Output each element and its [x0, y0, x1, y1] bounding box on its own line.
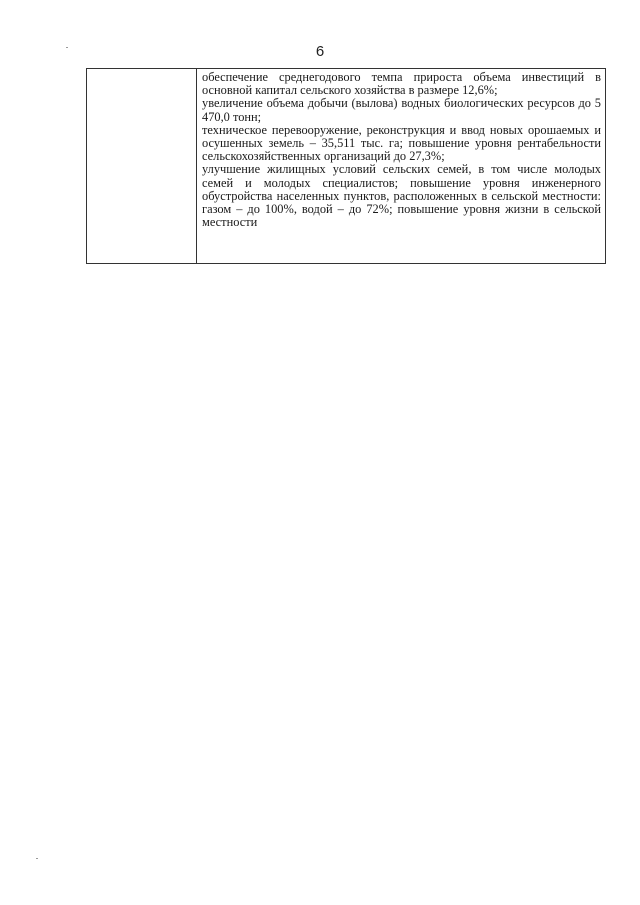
page-number: 6 [315, 43, 325, 60]
content-table [86, 68, 606, 264]
paragraph-irrigation: техническое перевооружение, реконструкция и ввод новых орошаемых и осушенных земель – 35,511 тыс. га; повышение уровня рентабельности сельскохозяйственных организаций до 27,3%; [202, 122, 601, 164]
scan-mark-bottom-left [36, 858, 38, 859]
scan-mark-top-left [66, 47, 68, 48]
paragraph-investment: обеспечение среднегодового темпа прироста объема инвестиций в основной капитал сельского хозяйства в размере 12,6%; [202, 70, 601, 98]
left-cell [87, 69, 197, 264]
paragraph-fishery: увеличение объема добычи (вылова) водных биологических ресурсов до 5 470,0 тонн; [202, 96, 601, 124]
right-cell [197, 69, 606, 264]
table-row [87, 69, 606, 264]
paragraph-rural-living: улучшение жилищных условий сельских семей, в том числе молодых семей и молодых специалистов; повышение уровня инженерного обустройства населенных пунктов, расположенных в сельской местности: газом – до 100%, водой – до 72%; повышение уровня жизни в сельской местности [202, 162, 601, 230]
